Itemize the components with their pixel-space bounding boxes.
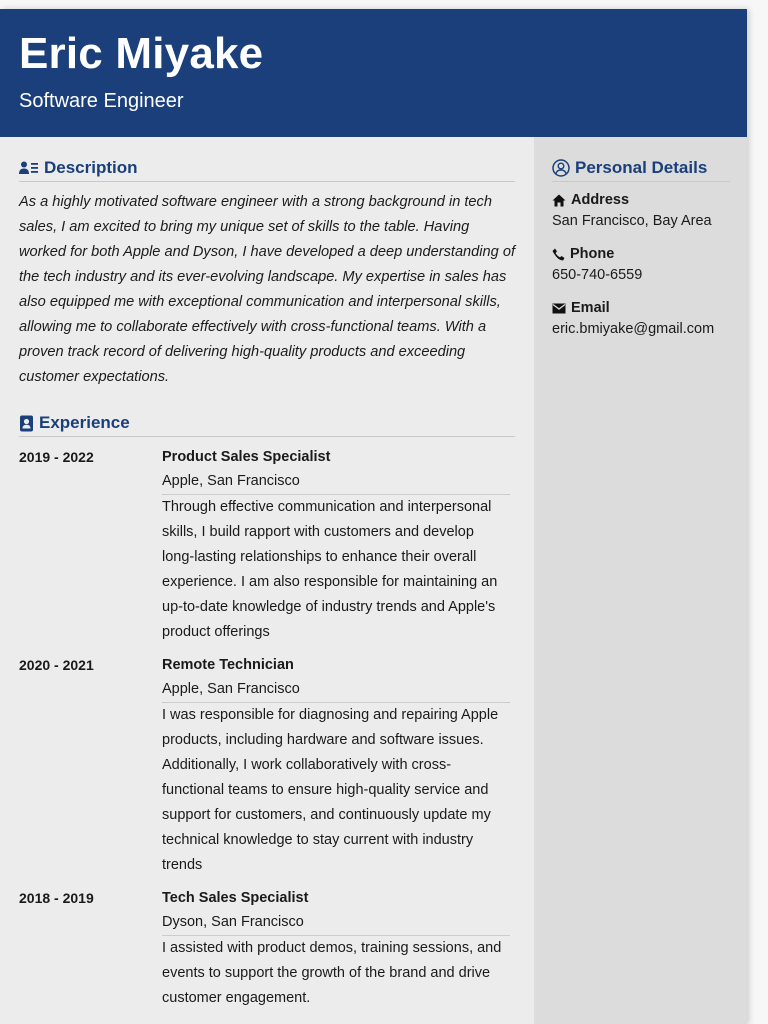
description-heading-label: Description xyxy=(44,158,138,177)
experience-item xyxy=(19,655,515,878)
phone-value: 650-740-6559 xyxy=(552,267,643,283)
job-description: I was responsible for diagnosing and repairing Apple products, including hardware and software issues. Additionally, I work collaboratively with cross-functional teams to ensure high-quality service and support for customers, and continuously update my technical knowledge to stay current with industry trends xyxy=(162,707,499,873)
resume-header xyxy=(0,9,747,137)
job-years: 2018 - 2019 xyxy=(19,890,94,906)
phone-icon xyxy=(552,248,565,261)
resume-page xyxy=(0,9,747,1024)
user-list-icon xyxy=(19,161,39,175)
job-company: Apple, San Francisco xyxy=(162,679,510,703)
experience-item xyxy=(19,888,515,1011)
phone-label: Phone xyxy=(570,246,615,262)
job-company: Apple, San Francisco xyxy=(162,471,510,495)
email-label: Email xyxy=(571,300,610,316)
job-description: Through effective communication and interpersonal skills, I build rapport with customers and develop long-lasting relationships to enhance their overall experience. I am also responsible for maintaining an up-to-date knowledge of industry trends and Apple's product offerings xyxy=(162,499,498,640)
job-company: Dyson, San Francisco xyxy=(162,912,510,936)
description-text: As a highly motivated software engineer with a strong background in tech sales, I am excited to bring my unique set of skills to the table. Having worked for both Apple and Dyson, I have developed a deep understanding of the tech industry and its ever-evolving landscape. My expertise in sales has also equipped me with exceptional communication and interpersonal skills, allowing me to collaborate effectively with cross-functional teams. With a proven track record of delivering high-quality products and exceeding customer expectations. xyxy=(19,194,515,385)
home-icon xyxy=(552,194,566,207)
envelope-icon xyxy=(552,303,566,314)
address-label: Address xyxy=(571,192,630,208)
job-role: Remote Technician xyxy=(162,657,294,673)
phone-detail xyxy=(552,246,730,283)
description-heading xyxy=(19,158,515,182)
job-years: 2019 - 2022 xyxy=(19,449,94,465)
main-column xyxy=(19,137,515,1011)
job-description: I assisted with product demos, training sessions, and events to support the growth of the brand and drive customer engagement. xyxy=(162,940,502,1006)
address-value: San Francisco, Bay Area xyxy=(552,213,712,229)
personal-details-heading xyxy=(552,158,730,182)
experience-item xyxy=(19,447,515,645)
personal-details-heading-label: Personal Details xyxy=(575,158,708,177)
experience-heading xyxy=(19,413,515,437)
id-badge-icon xyxy=(19,415,34,432)
user-circle-icon xyxy=(552,159,570,177)
candidate-name: Eric Miyake xyxy=(19,29,264,78)
address-detail xyxy=(552,192,730,229)
email-detail xyxy=(552,300,730,337)
email-value[interactable]: eric.bmiyake@gmail.com xyxy=(552,321,715,337)
job-role: Product Sales Specialist xyxy=(162,449,331,465)
candidate-title: Software Engineer xyxy=(19,90,184,112)
sidebar xyxy=(534,137,747,1024)
job-role: Tech Sales Specialist xyxy=(162,890,309,906)
job-years: 2020 - 2021 xyxy=(19,657,94,673)
experience-heading-label: Experience xyxy=(39,413,130,432)
